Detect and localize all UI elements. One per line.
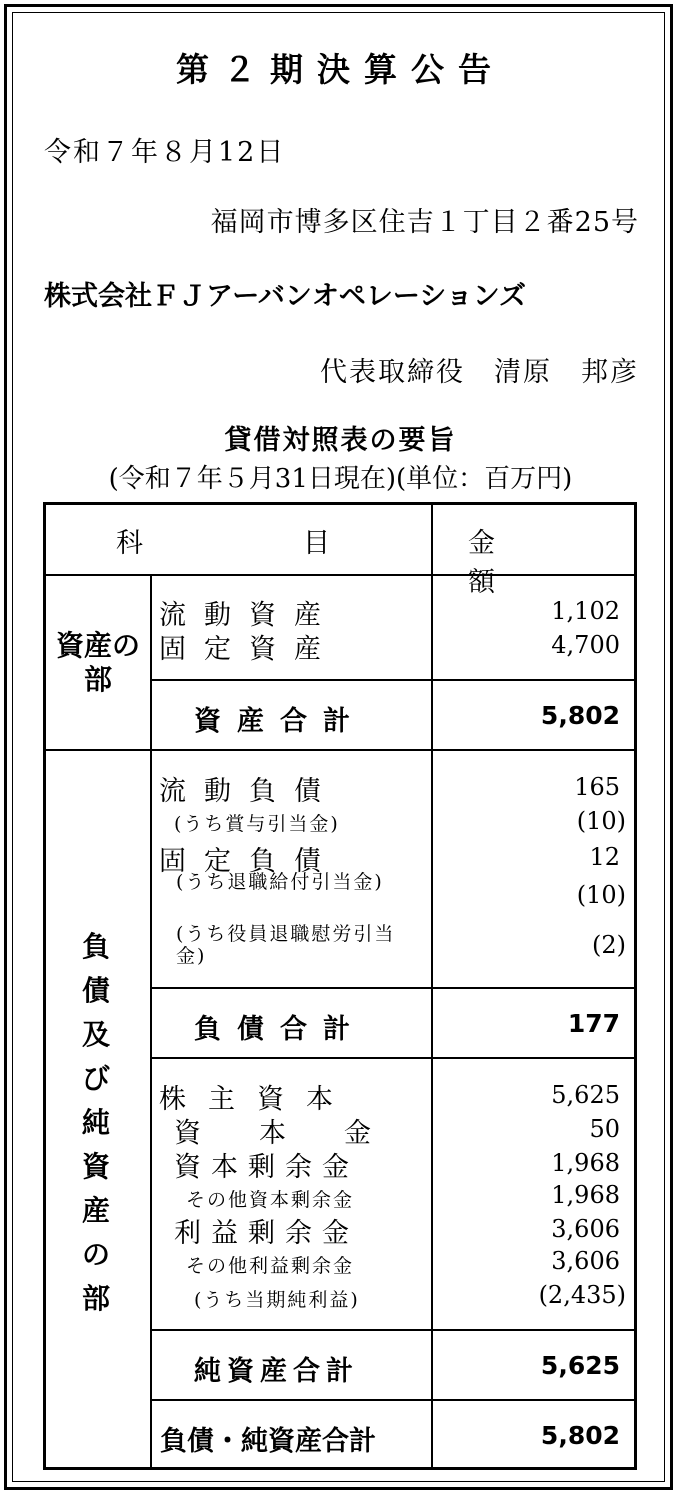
grand-total-divider — [150, 1399, 634, 1401]
balance-sheet-table — [43, 502, 637, 1470]
equity-total-divider — [150, 1329, 634, 1331]
liability-row-value: (2) — [592, 931, 626, 959]
equity-row-label: その他利益剰余金 — [186, 1255, 355, 1277]
asset-row-value: 4,700 — [551, 631, 620, 659]
assets-section-label: 資産の部 — [56, 629, 141, 696]
equity-row-label: その他資本剰余金 — [186, 1189, 355, 1211]
liabilities-total-value: 177 — [567, 1009, 620, 1038]
equity-total-value: 5,625 — [540, 1351, 620, 1380]
assets-total-divider — [150, 679, 634, 681]
as-of-date-unit: (令和７年５月31日現在)(単位：百万円) — [108, 464, 573, 494]
grand-total-value: 5,802 — [540, 1421, 620, 1450]
notice-title: 第２期決算公告 — [176, 50, 505, 89]
representative: 代表取締役 清原 邦彦 — [320, 357, 639, 388]
liability-row-label: 流動負債 — [159, 776, 339, 807]
amount-column-divider — [431, 505, 433, 1467]
liability-row-value: (10) — [576, 881, 626, 909]
liability-row-label: (うち役員退職慰労引当金) — [176, 923, 396, 967]
company-address: 福岡市博多区住吉１丁目２番25号 — [210, 207, 639, 238]
equity-row-label: 資本金 — [174, 1118, 429, 1149]
liability-row-value: 12 — [589, 843, 620, 871]
equity-row-label: 利益剰余金 — [174, 1218, 359, 1249]
liability-row-value: (10) — [576, 807, 626, 835]
asset-row-label: 流動資産 — [159, 600, 339, 631]
section-column-divider — [150, 574, 152, 1467]
equity-row-label: 資本剰余金 — [174, 1152, 359, 1183]
equity-row-value: 50 — [589, 1115, 620, 1143]
liabilities-equity-section-label: 負債及び純資産の部 — [81, 930, 110, 1315]
equity-total-label: 純資産合計 — [194, 1356, 359, 1387]
equity-row-label: (うち当期純利益) — [194, 1289, 360, 1311]
equity-row-value: 1,968 — [551, 1181, 620, 1209]
liability-row-label: (うち退職給付引当金) — [176, 871, 384, 893]
company-name: 株式会社ＦＪアーバンオペレーションズ — [44, 281, 526, 312]
equity-row-value: 3,606 — [551, 1215, 620, 1243]
header-amount-label: 金額 — [468, 528, 555, 598]
balance-sheet-title: 貸借対照表の要旨 — [224, 425, 457, 456]
liabilities-equity-divider — [150, 1057, 634, 1059]
header-item-label: 科目 — [116, 528, 490, 559]
assets-total-label: 資産合計 — [194, 706, 366, 737]
assets-total-value: 5,802 — [540, 701, 620, 730]
equity-row-value: (2,435) — [538, 1281, 626, 1309]
liabilities-total-label: 負債合計 — [194, 1014, 366, 1045]
notice-date: 令和７年８月12日 — [44, 137, 286, 168]
equity-row-value: 5,625 — [551, 1081, 620, 1109]
liability-row-label: 固定負債 — [159, 846, 339, 877]
liabilities-total-divider — [150, 987, 634, 989]
grand-total-label: 負債・純資産合計 — [160, 1426, 376, 1457]
liability-row-value: 165 — [574, 773, 620, 801]
equity-row-label: 株主資本 — [159, 1084, 355, 1115]
equity-row-value: 1,968 — [551, 1149, 620, 1177]
asset-row-value: 1,102 — [551, 597, 620, 625]
liability-row-label: (うち賞与引当金) — [174, 813, 340, 835]
equity-row-value: 3,606 — [551, 1247, 620, 1275]
assets-section-divider — [46, 749, 634, 751]
asset-row-label: 固定資産 — [159, 634, 339, 665]
